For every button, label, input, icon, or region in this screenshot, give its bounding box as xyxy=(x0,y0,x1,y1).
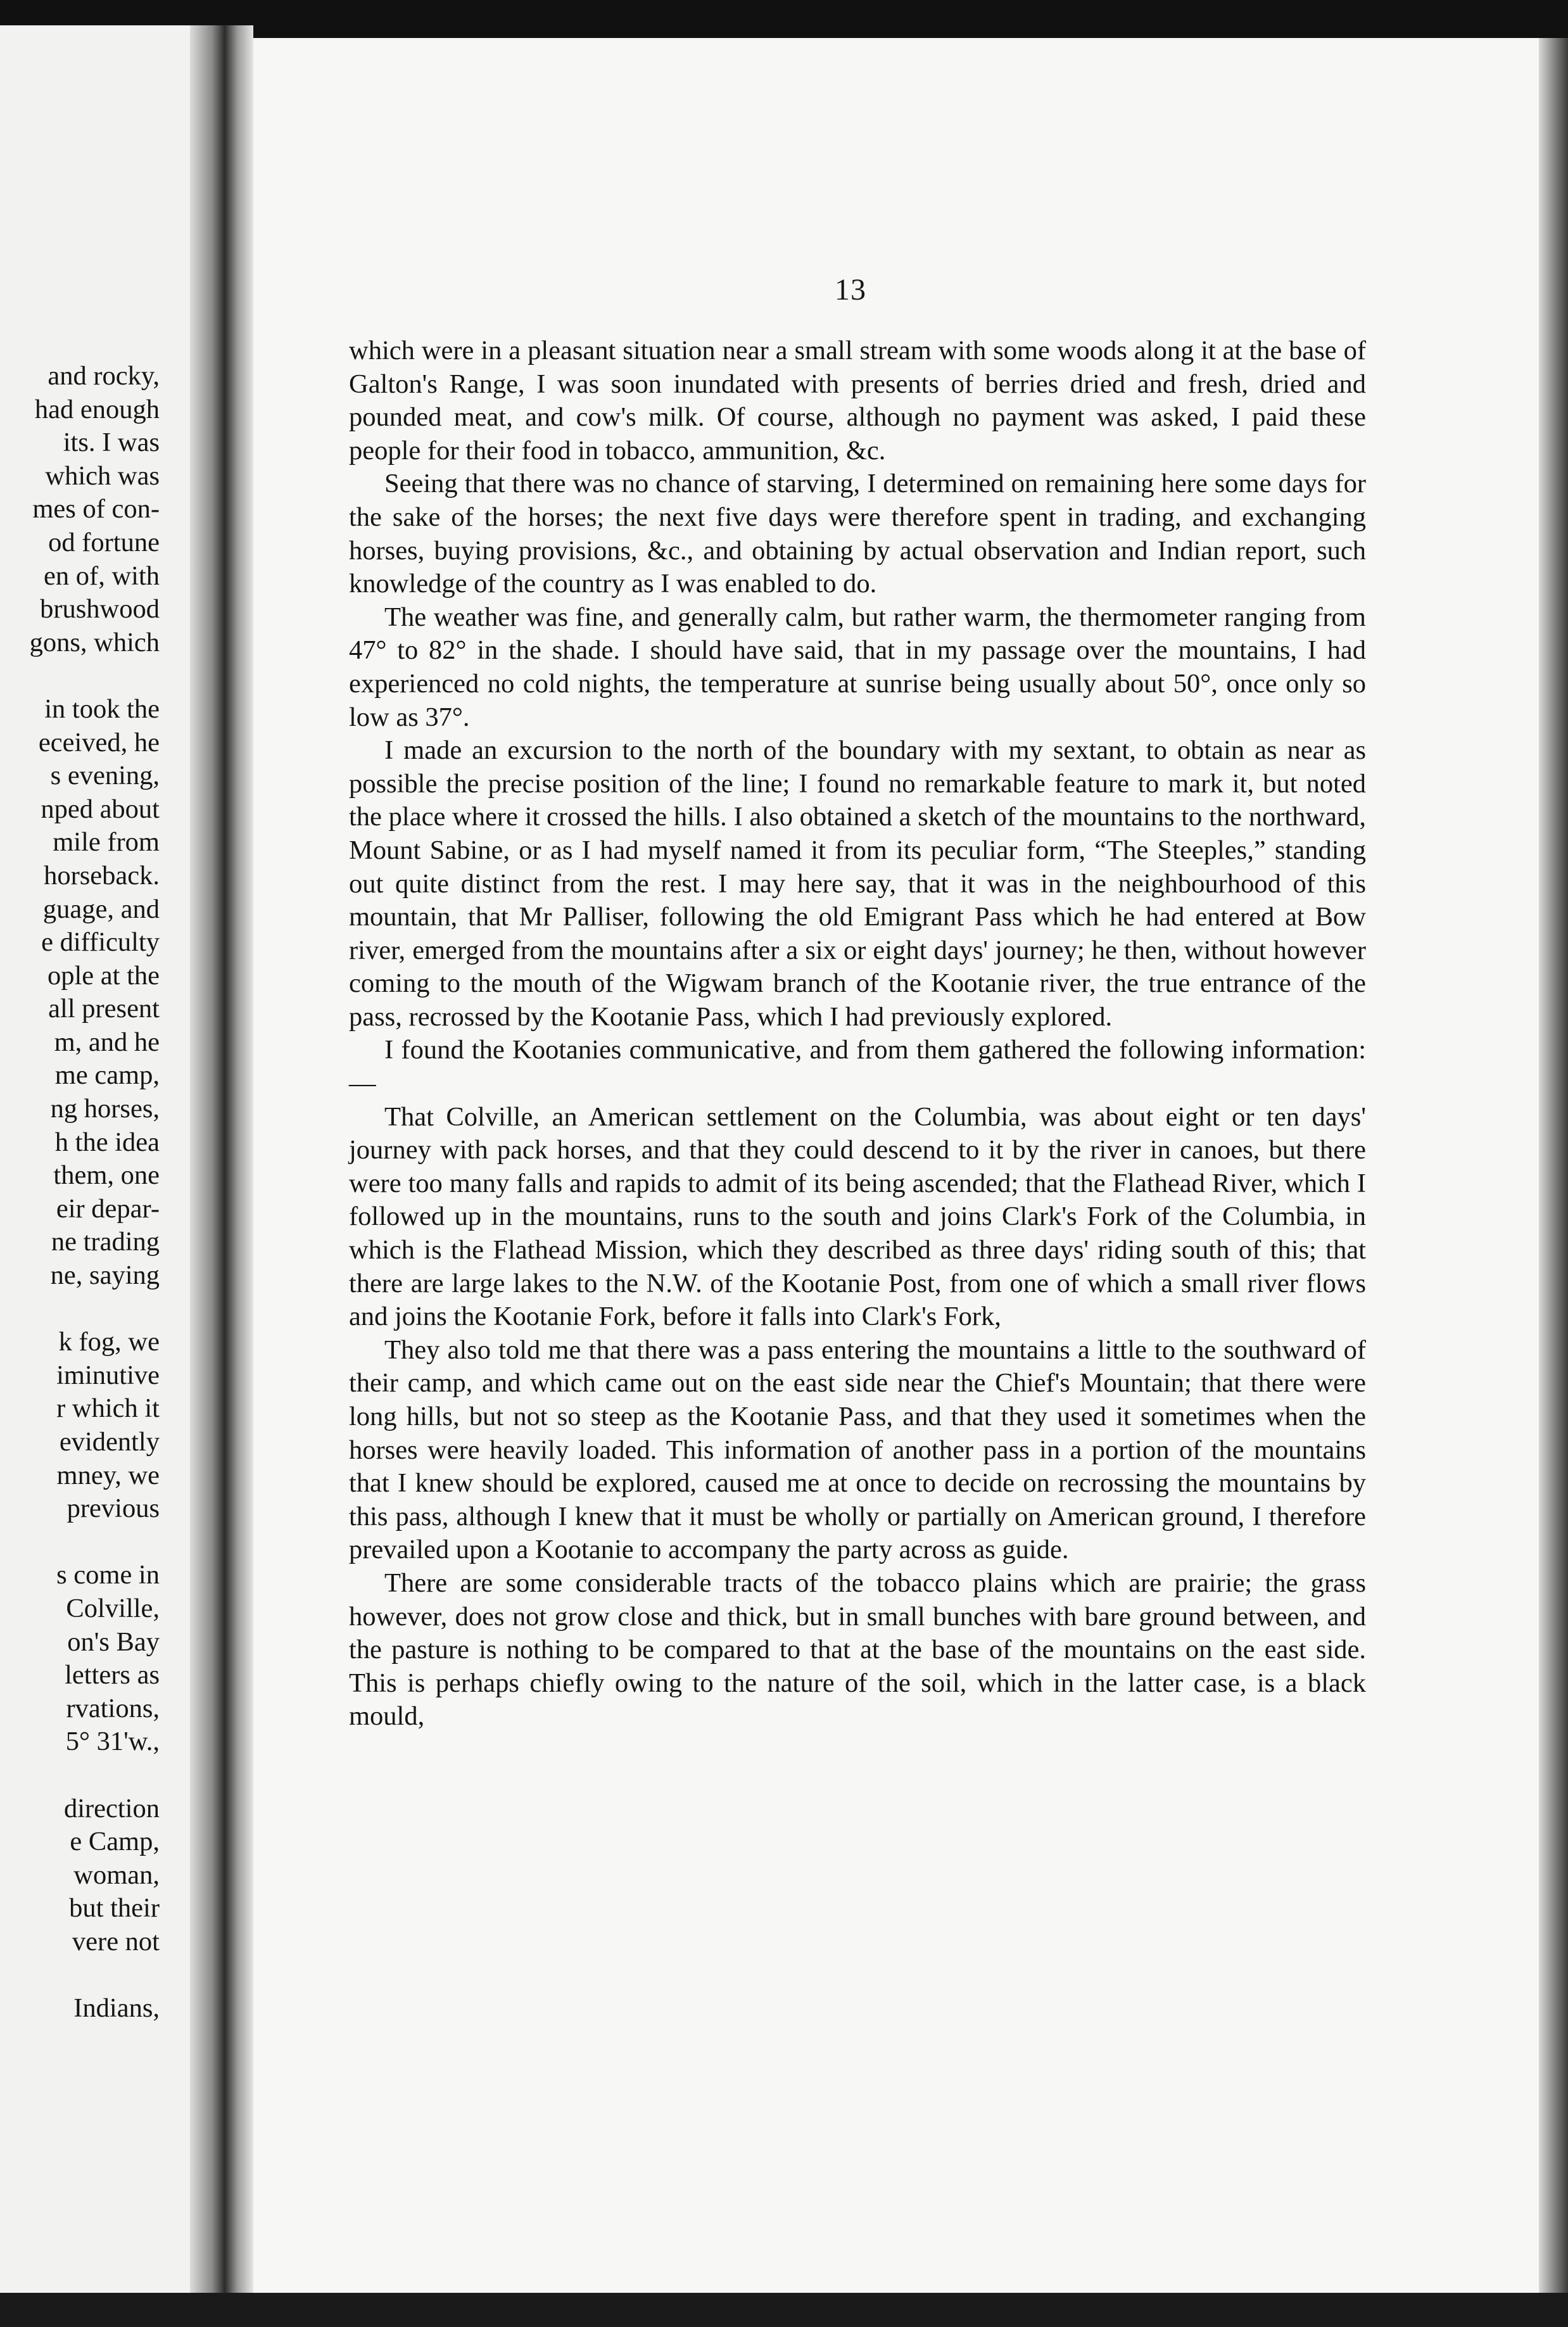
previous-page-line: ople at the xyxy=(47,960,160,991)
previous-page-line: ne trading xyxy=(51,1227,160,1257)
previous-page-line: od fortune xyxy=(48,527,160,557)
previous-page-line: evidently xyxy=(59,1427,160,1457)
page-number: 13 xyxy=(835,273,866,307)
previous-page-line: eir depar- xyxy=(56,1193,160,1224)
previous-page-text-column xyxy=(0,360,160,2026)
previous-page-line: eceived, he xyxy=(38,727,160,758)
previous-page xyxy=(0,25,190,2299)
previous-page-line: which was xyxy=(45,460,160,491)
previous-page-line: s come in xyxy=(56,1560,160,1590)
previous-page-line: but their xyxy=(69,1893,160,1924)
previous-page-line: its. I was xyxy=(63,428,160,458)
paragraph: which were in a pleasant situation near a small stream with some woods along it at the base of Galton's Range, I was soon inundated with presents of berries dried and fresh, dried and pounded meat, and cow's milk. Of course, although no payment was asked, I paid these people for their food in tobacco, ammunition, &c. xyxy=(349,336,1366,466)
previous-page-line: letters as xyxy=(65,1660,160,1690)
previous-page-line: Colville, xyxy=(66,1593,160,1623)
previous-page-line: on's Bay xyxy=(67,1626,160,1657)
previous-page-line: brushwood xyxy=(40,594,160,625)
previous-page-line: and rocky, xyxy=(47,361,160,391)
previous-page-line: direction xyxy=(63,1793,160,1823)
book-gutter xyxy=(190,25,253,2299)
previous-page-line: r which it xyxy=(56,1393,160,1424)
previous-page-line: all present xyxy=(48,994,160,1024)
previous-page-line: e Camp, xyxy=(70,1827,160,1857)
paragraph: There are some considerable tracts of the tobacco plains which are prairie; the grass however, does not grow close and thick, but in small bunches with bare ground between, and the pasture is nothing to be compared to that at the base of the mountains on the east side. This is perhaps chiefly owing to the nature of the soil, which in the latter case, is a black mould, xyxy=(349,1568,1366,1732)
previous-page-line: me camp, xyxy=(54,1060,160,1091)
previous-page-line xyxy=(0,1959,160,1993)
previous-page-line: vere not xyxy=(72,1926,160,1956)
paragraph: That Colville, an American settlement on the Columbia, was about eight or ten days' journey with pack horses, and that they could descend to it by the river in canoes, but there were too many falls and rapids to admit of its being ascended; that the Flathead River, which I followed up in the mountains, runs to the south and joins Clark's Fork of the Columbia, in which is the Flathead Mission, which they described as three days' riding south of this; that there are large lakes to the N.W. of the Kootanie Post, from one of which a small river flows and joins the Kootanie Fork, before it falls into Clark's Fork, xyxy=(349,1101,1366,1332)
scan-border-bottom xyxy=(0,2293,1568,2327)
previous-page-line: nped about xyxy=(41,794,160,824)
previous-page-line: ne, saying xyxy=(50,1260,160,1291)
previous-page-line: 5° 31'w., xyxy=(65,1727,160,1757)
previous-page-line: previous xyxy=(66,1493,160,1524)
previous-page-line: in took the xyxy=(44,694,160,724)
previous-page-line: guage, and xyxy=(42,894,160,924)
page-body xyxy=(349,334,1366,1734)
previous-page-line xyxy=(0,659,160,693)
previous-page-line: rvations, xyxy=(66,1693,160,1723)
paragraph: I found the Kootanies communicative, and from them gathered the following information:— xyxy=(349,1035,1366,1099)
paragraph: The weather was fine, and generally calm, but rather warm, the thermometer ranging from 47° to 82° in the shade. I should have said, that in my passage over the mountains, I had experienced no cold nights, the temperature at sunrise being usually about 50°, once only so low as 37°. xyxy=(349,602,1366,732)
previous-page-line: woman, xyxy=(73,1860,160,1890)
previous-page-line xyxy=(0,1293,160,1326)
previous-page-line: mile from xyxy=(53,827,160,858)
previous-page-line: had enough xyxy=(34,394,160,424)
previous-page-line: k fog, we xyxy=(58,1327,160,1357)
previous-page-line: en of, with xyxy=(44,561,160,591)
paragraph: I made an excursion to the north of the boundary with my sextant, to obtain as near as possible the precise position of the line; I found no remarkable feature to mark it, but noted the place where it crossed the hills. I also obtained a sketch of the mountains to the northward, Mount Sabine, or as I had myself named it from its peculiar form, “The Steeples,” standing out quite distinct from the rest. I may here say, that it was in the neighbourhood of this mountain, that Mr Palliser, following the old Emigrant Pass which he had entered at Bow river, emerged from the mountains after a six or eight days' journey; he then, without however coming to the mouth of the Wigwam branch of the Kootanie river, the true entrance of the pass, recrossed by the Kootanie Pass, which I had previously explored. xyxy=(349,735,1366,1032)
previous-page-line: Indians, xyxy=(73,1993,160,2024)
previous-page-line: e difficulty xyxy=(41,927,160,958)
previous-page-line: mney, we xyxy=(56,1460,160,1490)
previous-page-line: gons, which xyxy=(29,627,160,657)
paragraph: Seeing that there was no chance of starving, I determined on remaining here some days for the sake of the horses; the next five days were therefore spent in trading, and exchanging horses, buying provisions, &c., and obtaining by actual observation and Indian report, such knowledge of the country as I was enabled to do. xyxy=(349,469,1366,599)
previous-page-line: horseback. xyxy=(44,860,160,891)
paragraph: They also told me that there was a pass entering the mountains a little to the southward of their camp, and which came out on the east side near the Chief's Mountain; that there were long hills, but not so steep as the Kootanie Pass, and that they used it sometimes when the horses were heavily loaded. This information of another pass in a portion of the mountains that I knew should be explored, caused me at once to decide on recrossing the mountains by this pass, although I knew that it must be wholly or partially on American ground, I therefore prevailed upon a Kootanie to accompany the party across as guide. xyxy=(349,1335,1366,1565)
previous-page-line: ng horses, xyxy=(50,1094,160,1124)
previous-page-line xyxy=(0,1526,160,1559)
previous-page-line: s evening, xyxy=(50,761,160,791)
previous-page-line: iminutive xyxy=(56,1360,160,1390)
previous-page-line: m, and he xyxy=(54,1027,160,1057)
previous-page-line xyxy=(0,1759,160,1792)
previous-page-line: mes of con- xyxy=(32,494,160,524)
scan-border-right xyxy=(1539,38,1568,2293)
previous-page-line: h the idea xyxy=(54,1127,160,1157)
previous-page-line: them, one xyxy=(53,1160,160,1191)
